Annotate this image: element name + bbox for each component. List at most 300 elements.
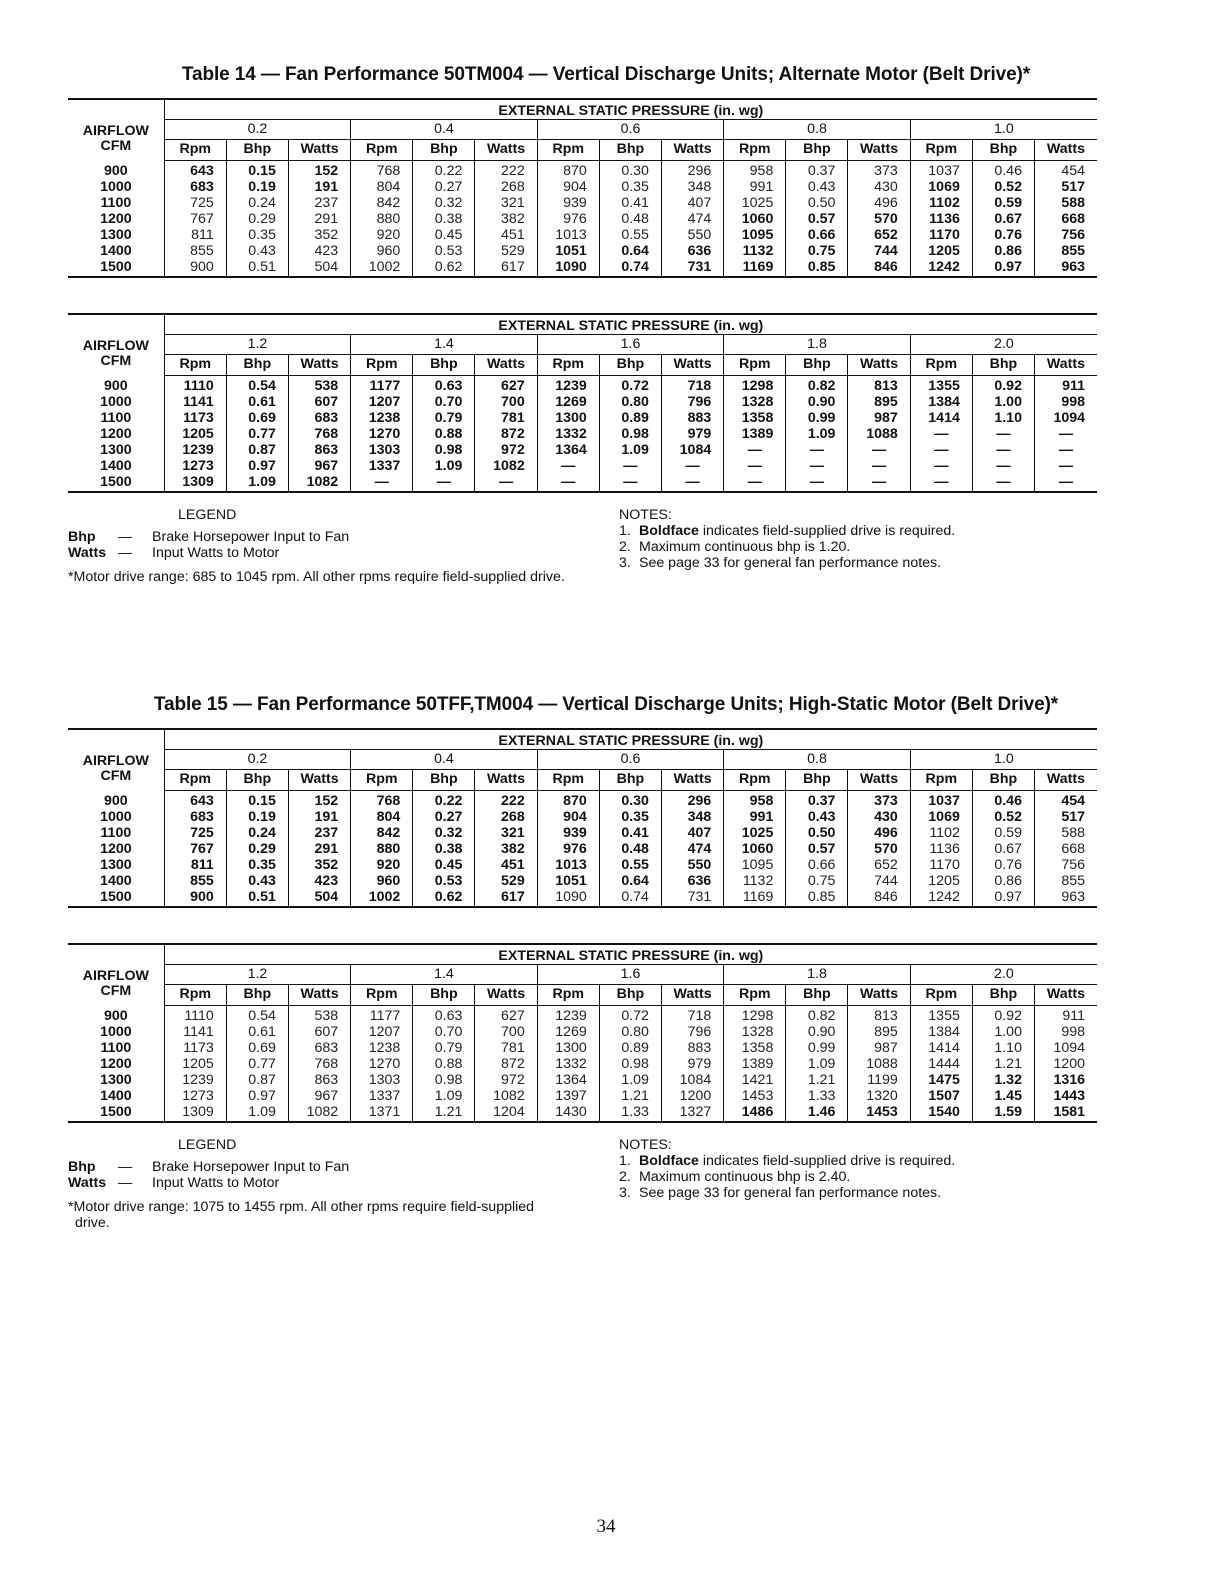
- watts-cell: 987: [848, 1041, 910, 1057]
- external-static-pressure-header: EXTERNAL STATIC PRESSURE (in. wg): [164, 729, 1097, 750]
- bhp-cell: 0.85: [786, 889, 848, 907]
- watts-cell: 296: [661, 161, 723, 180]
- rpm-cell: 870: [537, 161, 599, 180]
- note-item: [619, 1169, 1099, 1185]
- bhp-cell: 0.51: [226, 259, 288, 277]
- bhp-cell: 0.53: [413, 873, 475, 889]
- watts-header: Watts: [661, 355, 723, 376]
- watts-cell: 291: [288, 842, 350, 858]
- bhp-cell: 0.43: [786, 810, 848, 826]
- watts-cell: 972: [475, 443, 537, 459]
- watts-cell: —: [848, 474, 910, 492]
- bhp-cell: 1.00: [972, 395, 1034, 411]
- watts-cell: 967: [288, 1088, 350, 1104]
- bhp-cell: 0.54: [226, 376, 288, 395]
- watts-cell: 863: [288, 1073, 350, 1089]
- watts-cell: 768: [288, 1057, 350, 1073]
- bhp-cell: 0.27: [413, 810, 475, 826]
- airflow-cell: 1000: [100, 394, 132, 411]
- pressure-header: 1.8: [724, 335, 911, 355]
- rpm-cell: 1095: [724, 858, 786, 874]
- bhp-cell: 0.37: [786, 791, 848, 810]
- rpm-cell: 1355: [910, 376, 972, 395]
- bhp-cell: 0.98: [413, 1073, 475, 1089]
- watts-cell: 454: [1034, 791, 1097, 810]
- rpm-cell: 1300: [537, 411, 599, 427]
- watts-cell: 1581: [1034, 1104, 1097, 1122]
- rpm-cell: 768: [351, 791, 413, 810]
- bhp-cell: 0.55: [599, 228, 661, 244]
- watts-cell: 496: [848, 196, 910, 212]
- bhp-cell: 0.98: [413, 443, 475, 459]
- legend-item: [68, 1175, 568, 1191]
- airflow-cell: 1000: [100, 1024, 132, 1041]
- rpm-cell: 1102: [910, 196, 972, 212]
- bhp-header: Bhp: [786, 140, 848, 161]
- bhp-cell: 0.43: [786, 180, 848, 196]
- rpm-header: Rpm: [537, 985, 599, 1006]
- rpm-cell: 1102: [910, 826, 972, 842]
- rpm-header: Rpm: [724, 140, 786, 161]
- watts-cell: 700: [475, 395, 537, 411]
- rpm-cell: 1132: [724, 873, 786, 889]
- table-row: [68, 1073, 1097, 1089]
- bhp-header: Bhp: [413, 770, 475, 791]
- watts-cell: 813: [848, 376, 910, 395]
- rpm-cell: 1364: [537, 1073, 599, 1089]
- bhp-cell: 0.24: [226, 196, 288, 212]
- bhp-cell: —: [599, 458, 661, 474]
- bhp-cell: 0.85: [786, 259, 848, 277]
- bhp-cell: 0.77: [226, 1057, 288, 1073]
- rpm-header: Rpm: [351, 985, 413, 1006]
- rpm-cell: 1269: [537, 395, 599, 411]
- bhp-cell: 0.88: [413, 427, 475, 443]
- bhp-cell: 1.00: [972, 1025, 1034, 1041]
- watts-cell: 1327: [661, 1104, 723, 1122]
- watts-header: Watts: [1034, 140, 1097, 161]
- bhp-cell: 0.99: [786, 1041, 848, 1057]
- watts-cell: 607: [288, 1025, 350, 1041]
- bhp-cell: 0.63: [413, 376, 475, 395]
- rpm-cell: 643: [164, 161, 226, 180]
- rpm-cell: 1332: [537, 427, 599, 443]
- rpm-cell: 1177: [351, 376, 413, 395]
- rpm-cell: 1337: [351, 1088, 413, 1104]
- rpm-cell: 1238: [351, 1041, 413, 1057]
- watts-cell: 1453: [848, 1104, 910, 1122]
- bhp-cell: 0.99: [786, 411, 848, 427]
- bhp-cell: 0.72: [599, 1006, 661, 1025]
- watts-cell: 1088: [848, 1057, 910, 1073]
- legend-text: Brake Horsepower Input to Fan: [152, 529, 350, 545]
- bhp-cell: 1.09: [786, 427, 848, 443]
- bhp-cell: 0.29: [226, 212, 288, 228]
- note-number: 1.: [619, 523, 631, 539]
- bhp-cell: 0.64: [599, 243, 661, 259]
- note-body: See page 33 for general fan performance notes.: [639, 555, 942, 571]
- airflow-cell: 1100: [100, 410, 132, 427]
- note-number: 3.: [619, 555, 631, 571]
- external-static-pressure-header: EXTERNAL STATIC PRESSURE (in. wg): [164, 99, 1097, 120]
- table-row: [68, 196, 1097, 212]
- rpm-cell: 1270: [351, 427, 413, 443]
- note-item: [619, 1185, 1099, 1201]
- note-item: [619, 539, 1099, 555]
- watts-cell: 517: [1034, 180, 1097, 196]
- bhp-cell: 1.21: [599, 1088, 661, 1104]
- rpm-cell: 1177: [351, 1006, 413, 1025]
- watts-cell: 496: [848, 826, 910, 842]
- pressure-header: 1.4: [351, 965, 538, 985]
- bhp-header: Bhp: [972, 985, 1034, 1006]
- column-header-row: [68, 355, 1097, 376]
- table-row: [68, 458, 1097, 474]
- watts-cell: 1316: [1034, 1073, 1097, 1089]
- table-row: [68, 1041, 1097, 1057]
- airflow-cell: 1100: [100, 1040, 132, 1057]
- rpm-cell: 939: [537, 196, 599, 212]
- rpm-header: Rpm: [537, 140, 599, 161]
- legend-text: Input Watts to Motor: [152, 545, 280, 561]
- rpm-header: Rpm: [351, 140, 413, 161]
- rpm-header: Rpm: [164, 140, 226, 161]
- bhp-header: Bhp: [786, 770, 848, 791]
- bhp-cell: 0.89: [599, 411, 661, 427]
- rpm-cell: 1270: [351, 1057, 413, 1073]
- rpm-header: Rpm: [910, 140, 972, 161]
- bhp-cell: 0.15: [226, 161, 288, 180]
- bhp-cell: 0.46: [972, 161, 1034, 180]
- note-body: indicates field-supplied drive is required.: [698, 1153, 956, 1169]
- bhp-header: Bhp: [226, 140, 288, 161]
- table-row: [68, 1088, 1097, 1104]
- watts-header: Watts: [1034, 355, 1097, 376]
- watts-cell: 911: [1034, 376, 1097, 395]
- bhp-cell: 0.80: [599, 395, 661, 411]
- bhp-cell: 0.86: [972, 873, 1034, 889]
- bhp-cell: 1.33: [786, 1088, 848, 1104]
- airflow-cell: 1100: [100, 195, 132, 212]
- legend-abbr: Bhp: [68, 529, 96, 545]
- pressure-header: 0.2: [164, 750, 351, 770]
- rpm-cell: 1173: [164, 411, 226, 427]
- watts-header: Watts: [1034, 770, 1097, 791]
- rpm-cell: 1273: [164, 1088, 226, 1104]
- bhp-cell: 0.97: [226, 458, 288, 474]
- bhp-cell: 0.35: [226, 228, 288, 244]
- rpm-cell: 1205: [164, 427, 226, 443]
- rpm-cell: 804: [351, 180, 413, 196]
- rpm-cell: —: [724, 443, 786, 459]
- pressure-header: 1.2: [164, 335, 351, 355]
- rpm-cell: 1309: [164, 474, 226, 492]
- watts-cell: —: [1034, 474, 1097, 492]
- watts-header: Watts: [288, 770, 350, 791]
- rpm-cell: 683: [164, 180, 226, 196]
- pressure-header: 1.6: [537, 335, 724, 355]
- table-15-title: Table 15 — Fan Performance 50TFF,TM004 — Vertical Discharge Units; High-Static Motor (Belt Drive)*: [153, 694, 1059, 715]
- rpm-cell: 1207: [351, 1025, 413, 1041]
- bhp-cell: 1.32: [972, 1073, 1034, 1089]
- bhp-header: Bhp: [599, 355, 661, 376]
- bhp-cell: 0.66: [786, 228, 848, 244]
- note-text: [639, 1169, 850, 1185]
- watts-cell: 895: [848, 1025, 910, 1041]
- bhp-cell: 1.10: [972, 1041, 1034, 1057]
- airflow-label: AIRFLOW: [82, 338, 149, 355]
- bhp-cell: 1.21: [413, 1104, 475, 1122]
- bhp-header: Bhp: [226, 770, 288, 791]
- rpm-cell: 1090: [537, 259, 599, 277]
- airflow-cell: 1500: [68, 474, 164, 492]
- rpm-cell: 1298: [724, 1006, 786, 1025]
- cfm-label: CFM: [100, 353, 132, 370]
- bhp-cell: 0.67: [972, 842, 1034, 858]
- rpm-cell: 1384: [910, 395, 972, 411]
- rpm-cell: 1110: [164, 376, 226, 395]
- watts-cell: 152: [288, 791, 350, 810]
- legend-dash: —: [118, 545, 133, 561]
- rpm-header: Rpm: [910, 985, 972, 1006]
- pressure-row: [68, 750, 1097, 770]
- watts-cell: 570: [848, 842, 910, 858]
- rpm-cell: 904: [537, 810, 599, 826]
- watts-header: Watts: [848, 140, 910, 161]
- rpm-cell: 1239: [164, 443, 226, 459]
- column-header-row: [68, 140, 1097, 161]
- bhp-cell: 1.09: [599, 443, 661, 459]
- rpm-cell: 1453: [724, 1088, 786, 1104]
- bhp-cell: 0.29: [226, 842, 288, 858]
- watts-header: Watts: [848, 770, 910, 791]
- watts-cell: 1082: [475, 1088, 537, 1104]
- rpm-cell: 855: [164, 243, 226, 259]
- watts-cell: 718: [661, 1006, 723, 1025]
- pressure-header: 1.0: [910, 120, 1097, 140]
- bhp-cell: 0.69: [226, 411, 288, 427]
- watts-cell: —: [661, 474, 723, 492]
- table-row: [68, 889, 1097, 907]
- watts-cell: 972: [475, 1073, 537, 1089]
- bhp-cell: 1.45: [972, 1088, 1034, 1104]
- table-15-part-2: [68, 943, 1097, 1123]
- rpm-cell: 1141: [164, 395, 226, 411]
- legend-text: Input Watts to Motor: [152, 1175, 280, 1191]
- watts-cell: 617: [475, 889, 537, 907]
- rpm-cell: 904: [537, 180, 599, 196]
- rpm-cell: 804: [351, 810, 413, 826]
- watts-cell: —: [848, 458, 910, 474]
- rpm-cell: 767: [164, 212, 226, 228]
- note-body: See page 33 for general fan performance notes.: [639, 1185, 942, 1201]
- rpm-cell: 1364: [537, 443, 599, 459]
- bhp-cell: 0.97: [226, 1088, 288, 1104]
- airflow-cfm-header: [68, 944, 164, 1006]
- esp-header-row: [68, 729, 1097, 750]
- rpm-cell: 1060: [724, 842, 786, 858]
- rpm-header: Rpm: [910, 770, 972, 791]
- bhp-cell: 0.52: [972, 810, 1034, 826]
- table-row: [68, 826, 1097, 842]
- note-number: 1.: [619, 1153, 631, 1169]
- watts-cell: 1320: [848, 1088, 910, 1104]
- rpm-cell: —: [910, 458, 972, 474]
- rpm-cell: 1328: [724, 1025, 786, 1041]
- bhp-cell: 1.09: [786, 1057, 848, 1073]
- rpm-cell: 920: [351, 228, 413, 244]
- bhp-cell: 0.38: [413, 842, 475, 858]
- pressure-header: 0.4: [351, 120, 538, 140]
- rpm-header: Rpm: [164, 985, 226, 1006]
- rpm-cell: 1414: [910, 411, 972, 427]
- watts-cell: 352: [288, 858, 350, 874]
- pressure-row: [68, 965, 1097, 985]
- bhp-cell: 0.24: [226, 826, 288, 842]
- bhp-header: Bhp: [599, 770, 661, 791]
- table-row: [68, 858, 1097, 874]
- legend-dash: —: [118, 1159, 133, 1175]
- watts-cell: 731: [661, 889, 723, 907]
- rpm-cell: 1540: [910, 1104, 972, 1122]
- watts-header: Watts: [661, 770, 723, 791]
- watts-cell: 668: [1034, 842, 1097, 858]
- watts-cell: 627: [475, 376, 537, 395]
- note-body: Maximum continuous bhp is 2.40.: [639, 1169, 851, 1185]
- bhp-cell: 0.43: [226, 243, 288, 259]
- watts-cell: 1199: [848, 1073, 910, 1089]
- table-row: [68, 212, 1097, 228]
- table-row: [68, 376, 1097, 395]
- bhp-cell: 0.59: [972, 196, 1034, 212]
- bhp-cell: 1.09: [413, 458, 475, 474]
- bhp-cell: 0.98: [599, 427, 661, 443]
- bhp-cell: 0.76: [972, 858, 1034, 874]
- cfm-label: CFM: [100, 138, 132, 155]
- airflow-cell: 1300: [100, 226, 132, 243]
- watts-cell: 222: [475, 161, 537, 180]
- table-row: [68, 243, 1097, 259]
- rpm-cell: 1414: [910, 1041, 972, 1057]
- bhp-cell: 0.70: [413, 395, 475, 411]
- rpm-cell: 683: [164, 810, 226, 826]
- rpm-cell: 1141: [164, 1025, 226, 1041]
- rpm-cell: 1025: [724, 196, 786, 212]
- legend-title: LEGEND: [178, 507, 237, 523]
- bhp-cell: 0.82: [786, 376, 848, 395]
- bhp-header: Bhp: [786, 985, 848, 1006]
- watts-cell: 451: [475, 228, 537, 244]
- bhp-cell: 0.89: [599, 1041, 661, 1057]
- bhp-cell: 0.57: [786, 212, 848, 228]
- table-row: [68, 474, 1097, 492]
- rpm-cell: 1332: [537, 1057, 599, 1073]
- watts-cell: 846: [848, 889, 910, 907]
- watts-cell: 407: [661, 826, 723, 842]
- note-body: Maximum continuous bhp is 1.20.: [639, 539, 851, 555]
- bhp-cell: 0.48: [599, 842, 661, 858]
- rpm-header: Rpm: [724, 355, 786, 376]
- note-item: [619, 555, 1099, 571]
- watts-header: Watts: [1034, 985, 1097, 1006]
- watts-cell: 268: [475, 180, 537, 196]
- airflow-cell: 1200: [100, 1055, 132, 1072]
- watts-cell: —: [475, 474, 537, 492]
- bhp-cell: 0.90: [786, 395, 848, 411]
- rpm-cell: 855: [164, 873, 226, 889]
- bhp-cell: 0.37: [786, 161, 848, 180]
- table-14-title: Table 14 — Fan Performance 50TM004 — Vertical Discharge Units; Alternate Motor (Belt Drive)*: [181, 64, 1031, 85]
- bhp-cell: 0.55: [599, 858, 661, 874]
- bhp-cell: 0.45: [413, 858, 475, 874]
- bhp-cell: 0.45: [413, 228, 475, 244]
- bhp-cell: 0.79: [413, 411, 475, 427]
- bhp-cell: 0.74: [599, 259, 661, 277]
- rpm-cell: 1136: [910, 842, 972, 858]
- airflow-cell: 1200: [100, 840, 132, 857]
- watts-cell: 813: [848, 1006, 910, 1025]
- watts-cell: 570: [848, 212, 910, 228]
- rpm-cell: 1371: [351, 1104, 413, 1122]
- airflow-cell: 1200: [100, 210, 132, 227]
- watts-cell: 781: [475, 411, 537, 427]
- rpm-cell: —: [351, 474, 413, 492]
- bhp-cell: 0.87: [226, 443, 288, 459]
- watts-cell: 296: [661, 791, 723, 810]
- rpm-header: Rpm: [910, 355, 972, 376]
- bhp-cell: 0.97: [972, 259, 1034, 277]
- bhp-cell: 0.32: [413, 826, 475, 842]
- table-14-notes: [619, 507, 1099, 571]
- legend-title: LEGEND: [178, 1137, 237, 1153]
- bhp-cell: 0.80: [599, 1025, 661, 1041]
- watts-header: Watts: [848, 355, 910, 376]
- bhp-cell: —: [786, 458, 848, 474]
- watts-cell: 152: [288, 161, 350, 180]
- rpm-cell: 1060: [724, 212, 786, 228]
- rpm-header: Rpm: [351, 770, 413, 791]
- table-14-part-2: [68, 313, 1097, 493]
- rpm-cell: 1169: [724, 889, 786, 907]
- watts-cell: 382: [475, 212, 537, 228]
- airflow-cell: 1400: [100, 457, 132, 474]
- rpm-cell: 1421: [724, 1073, 786, 1089]
- rpm-cell: 1384: [910, 1025, 972, 1041]
- bhp-cell: 0.35: [226, 858, 288, 874]
- watts-header: Watts: [848, 985, 910, 1006]
- watts-cell: 430: [848, 180, 910, 196]
- watts-cell: 1082: [288, 1104, 350, 1122]
- bhp-cell: —: [972, 474, 1034, 492]
- rpm-cell: 1239: [164, 1073, 226, 1089]
- airflow-cell: 1500: [68, 889, 164, 907]
- watts-cell: 373: [848, 161, 910, 180]
- airflow-cell: 900: [104, 792, 128, 809]
- note-text: [639, 1153, 955, 1169]
- rpm-cell: 1486: [724, 1104, 786, 1122]
- note-item: [619, 1153, 1099, 1169]
- rpm-cell: 1205: [164, 1057, 226, 1073]
- watts-cell: 430: [848, 810, 910, 826]
- watts-cell: 423: [288, 873, 350, 889]
- table-row: [68, 259, 1097, 277]
- rpm-cell: 1136: [910, 212, 972, 228]
- bhp-cell: 0.61: [226, 1025, 288, 1041]
- rpm-cell: 1205: [910, 243, 972, 259]
- watts-cell: 1082: [288, 474, 350, 492]
- watts-cell: —: [1034, 458, 1097, 474]
- watts-cell: 538: [288, 1006, 350, 1025]
